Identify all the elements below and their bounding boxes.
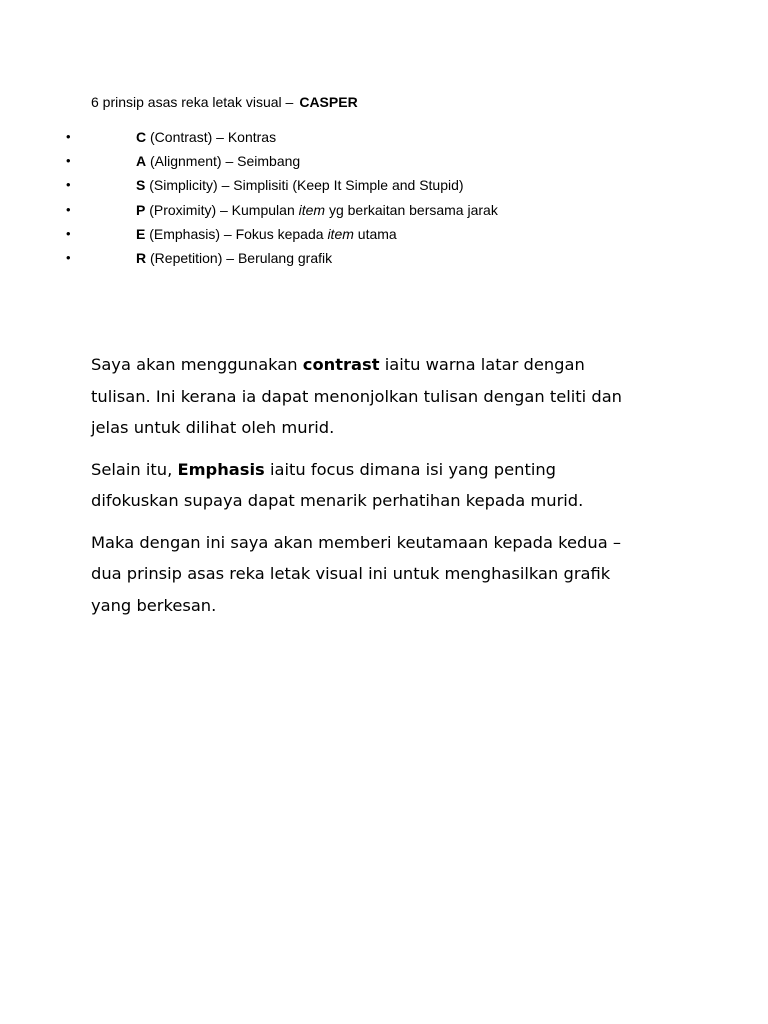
principle-description: (Alignment) – Seimbang bbox=[150, 153, 301, 170]
principle-description-tail: yg berkaitan bersama jarak bbox=[328, 201, 498, 218]
list-item bbox=[0, 175, 768, 199]
principle-text bbox=[136, 127, 276, 147]
list-item bbox=[0, 127, 768, 151]
body-text bbox=[91, 349, 691, 631]
paragraph-text: jelas untuk dilihat oleh murid. bbox=[91, 418, 335, 437]
paragraph-text: Saya akan menggunakan bbox=[91, 355, 298, 374]
bullet-icon: • bbox=[66, 249, 71, 265]
paragraph-text: Maka dengan ini saya akan memberi keutamaan kepada kedua – bbox=[91, 532, 621, 552]
principles-list bbox=[0, 127, 768, 272]
principle-description-tail: utama bbox=[357, 225, 397, 242]
list-item bbox=[0, 151, 768, 175]
paragraph-text: dua prinsip asas reka letak visual ini untuk menghasilkan grafik bbox=[91, 564, 611, 583]
heading-acronym: CASPER bbox=[299, 94, 358, 110]
paragraph-contrast bbox=[91, 349, 691, 444]
paragraph-text: tulisan. Ini kerana ia dapat menonjolkan tulisan dengan teliti dan bbox=[91, 386, 623, 406]
principle-text bbox=[136, 200, 498, 220]
paragraph-emphasis bbox=[91, 454, 691, 517]
principle-letter: P bbox=[136, 201, 146, 218]
paragraph-text: iaitu warna latar dengan bbox=[384, 355, 585, 374]
list-item bbox=[0, 224, 768, 248]
bullet-icon: • bbox=[66, 153, 71, 169]
principle-letter: R bbox=[136, 249, 147, 266]
keyword-contrast: contrast bbox=[302, 355, 380, 374]
paragraph-text: Selain itu, bbox=[91, 459, 173, 479]
principle-letter: C bbox=[136, 129, 147, 145]
principle-letter: A bbox=[136, 153, 147, 170]
list-item bbox=[0, 248, 768, 272]
principle-description: (Emphasis) – Fokus kepada bbox=[149, 225, 324, 242]
paragraph-text: iaitu focus dimana isi yang penting bbox=[269, 459, 557, 479]
bullet-icon: • bbox=[66, 177, 71, 193]
principle-text bbox=[136, 175, 464, 195]
principle-letter: E bbox=[136, 225, 146, 242]
paragraph-text: difokuskan supaya dapat menarik perhatihan kepada murid. bbox=[91, 491, 584, 510]
keyword-emphasis: Emphasis bbox=[177, 459, 265, 479]
principle-description: (Repetition) – Berulang grafik bbox=[150, 249, 333, 266]
bullet-icon: • bbox=[66, 225, 71, 241]
principle-italic-term: item bbox=[298, 201, 326, 218]
heading-intro: 6 prinsip asas reka letak visual – bbox=[91, 94, 294, 110]
paragraph-text: yang berkesan. bbox=[91, 595, 217, 615]
principle-letter: S bbox=[136, 177, 146, 194]
bullet-icon: • bbox=[66, 129, 71, 144]
principle-italic-term: item bbox=[327, 225, 354, 242]
principle-text bbox=[136, 224, 397, 244]
principle-text bbox=[136, 151, 300, 171]
principle-text bbox=[136, 248, 332, 268]
paragraph-conclusion bbox=[91, 527, 691, 622]
principle-description: (Contrast) – Kontras bbox=[150, 129, 277, 145]
list-heading bbox=[91, 93, 358, 111]
principle-description: (Simplicity) – Simplisiti (Keep It Simple and Stupid) bbox=[149, 177, 464, 194]
bullet-icon: • bbox=[66, 201, 71, 217]
principle-description: (Proximity) – Kumpulan bbox=[149, 201, 295, 218]
list-item bbox=[0, 200, 768, 224]
